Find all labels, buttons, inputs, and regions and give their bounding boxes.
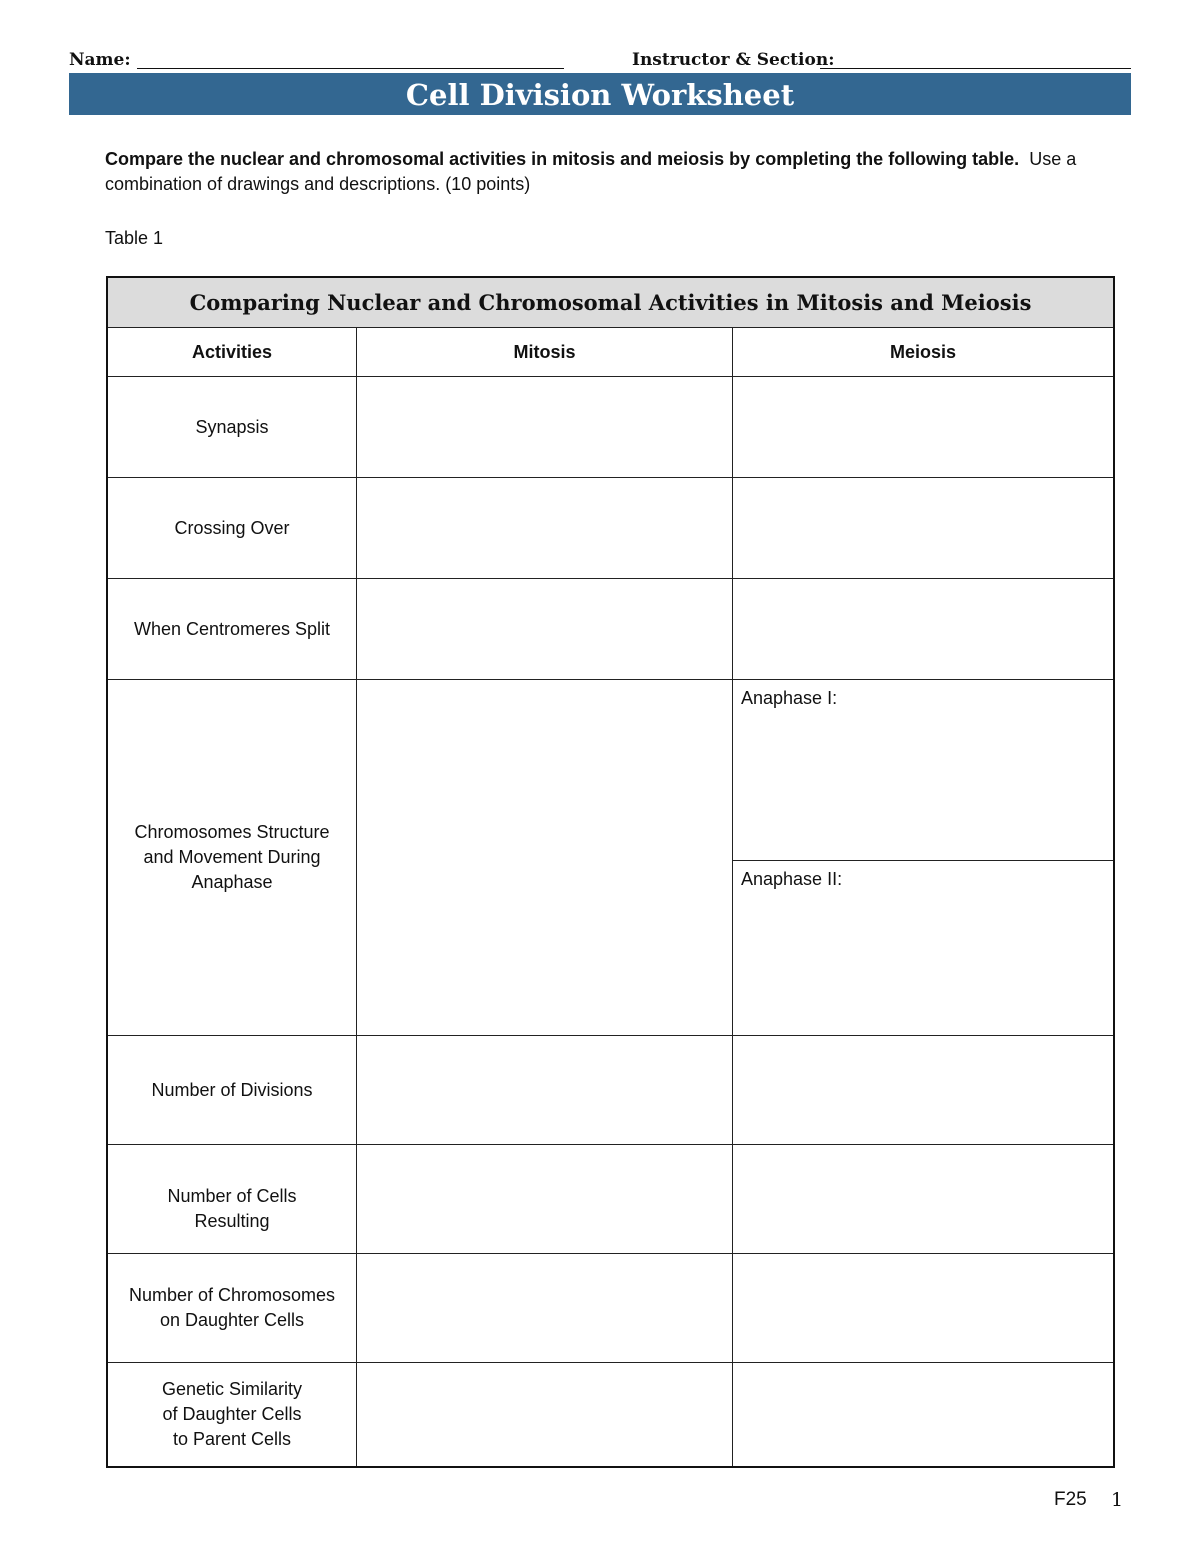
anaphase-1-meiosis-cell[interactable] [733, 680, 1113, 861]
row-label-anaphase: Chromosomes Structure and Movement During Anaphase [108, 680, 357, 1036]
name-label: Name: [69, 50, 131, 70]
column-header-mitosis: Mitosis [357, 328, 733, 377]
cells-mitosis-cell[interactable] [357, 1145, 733, 1254]
crossing-over-mitosis-cell[interactable] [357, 478, 733, 579]
row-label-number-of-cells: Number of Cells Resulting [108, 1145, 357, 1254]
chromosomes-meiosis-cell[interactable] [733, 1254, 1113, 1363]
divisions-mitosis-cell[interactable] [357, 1036, 733, 1145]
instructions-plain: Use a combination of drawings and descriptions. (10 points) [105, 149, 1077, 194]
instructor-section-field[interactable] [820, 68, 1131, 69]
crossing-over-meiosis-cell[interactable] [733, 478, 1113, 579]
anaphase-mitosis-cell[interactable] [357, 680, 733, 1036]
chromosomes-mitosis-cell[interactable] [357, 1254, 733, 1363]
comparison-table [106, 276, 1115, 1468]
column-header-activities: Activities [108, 328, 357, 377]
row-label-crossing-over: Crossing Over [108, 478, 357, 579]
instructor-section-label: Instructor & Section: [632, 50, 835, 70]
anaphase-2-meiosis-cell[interactable] [733, 861, 1113, 1036]
anaphase-2-label: Anaphase II: [741, 869, 843, 889]
centromeres-meiosis-cell[interactable] [733, 579, 1113, 680]
cells-meiosis-cell[interactable] [733, 1145, 1113, 1254]
name-field[interactable] [137, 68, 564, 69]
similarity-meiosis-cell[interactable] [733, 1363, 1113, 1466]
row-label-number-of-divisions: Number of Divisions [108, 1036, 357, 1145]
row-label-centromeres-split: When Centromeres Split [108, 579, 357, 680]
worksheet-title-banner: Cell Division Worksheet [69, 73, 1131, 115]
anaphase-1-label: Anaphase I: [741, 688, 838, 708]
row-label-genetic-similarity: Genetic Similarity of Daughter Cells to Parent Cells [108, 1363, 357, 1466]
footer-code: F25 [1054, 1489, 1087, 1510]
centromeres-mitosis-cell[interactable] [357, 579, 733, 680]
instructions-bold: Compare the nuclear and chromosomal activities in mitosis and meiosis by completing the following table. [105, 149, 1020, 169]
row-label-synapsis: Synapsis [108, 377, 357, 478]
column-header-meiosis: Meiosis [733, 328, 1113, 377]
page-number: 1 [1111, 1489, 1124, 1511]
table-title: Comparing Nuclear and Chromosomal Activities in Mitosis and Meiosis [108, 278, 1113, 328]
divisions-meiosis-cell[interactable] [733, 1036, 1113, 1145]
similarity-mitosis-cell[interactable] [357, 1363, 733, 1466]
synapsis-meiosis-cell[interactable] [733, 377, 1113, 478]
table-label: Table 1 [105, 228, 164, 248]
synapsis-mitosis-cell[interactable] [357, 377, 733, 478]
row-label-number-of-chromosomes: Number of Chromosomes on Daughter Cells [108, 1254, 357, 1363]
instructions [105, 147, 1105, 197]
